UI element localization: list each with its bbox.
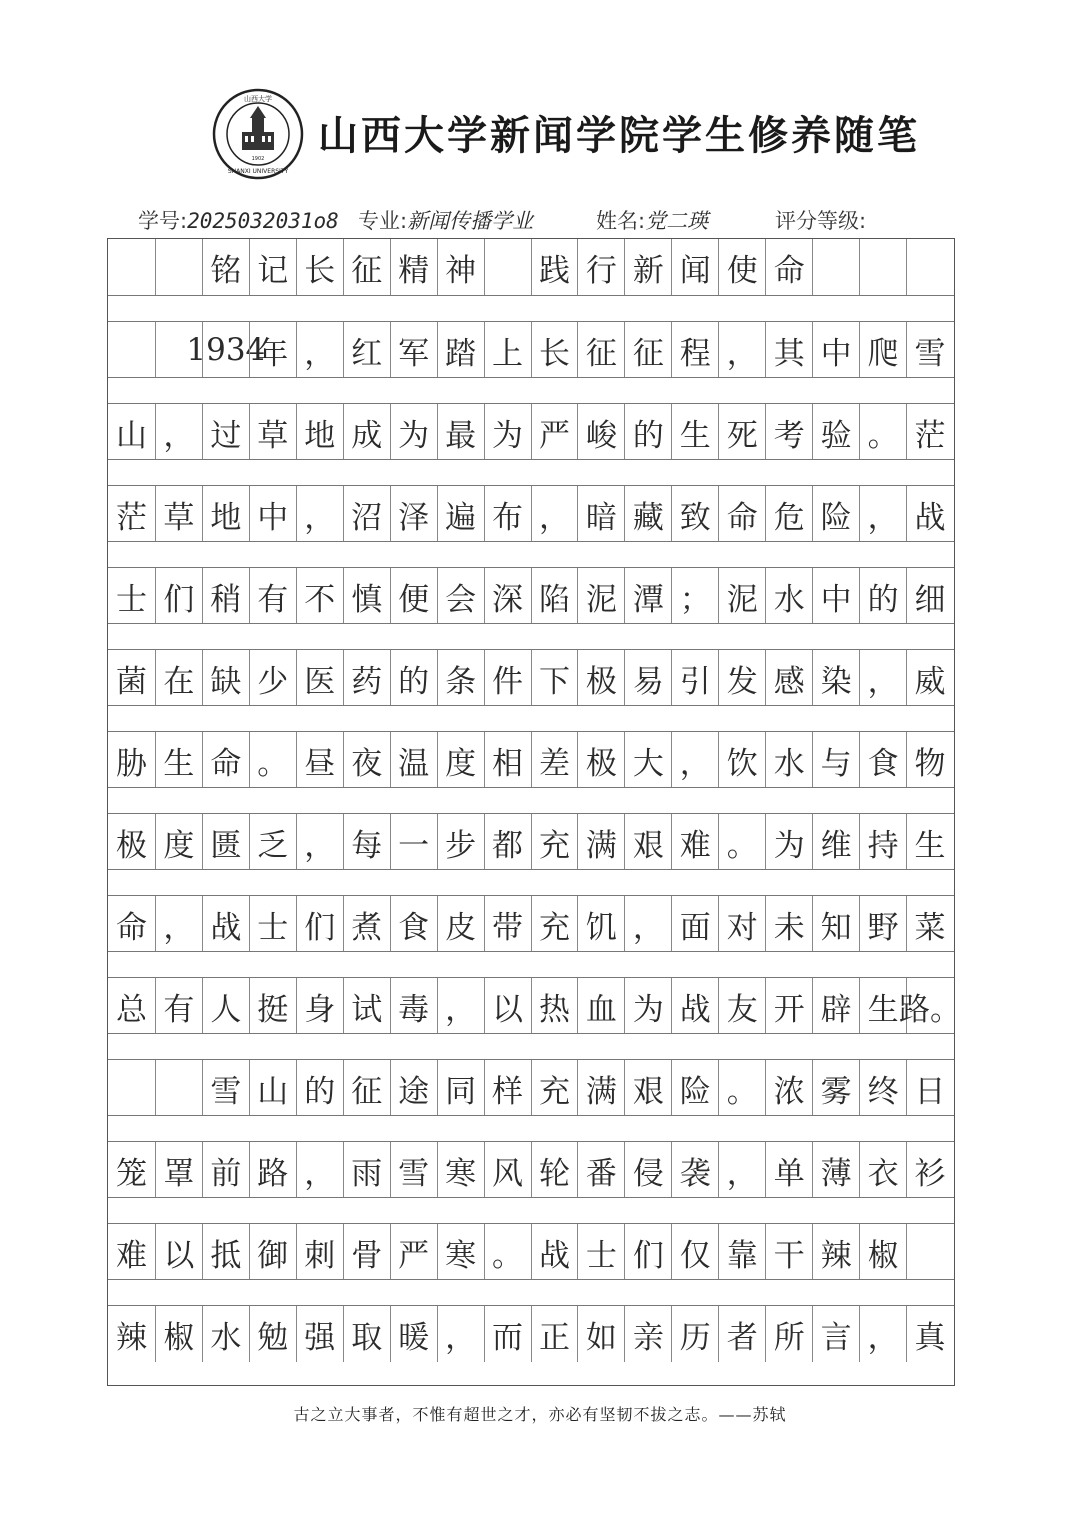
university-seal-logo	[212, 88, 304, 180]
grid-cell: 椒	[859, 1224, 906, 1280]
grid-cell: 踏	[437, 322, 484, 378]
grid-cell: 面	[671, 896, 718, 952]
grid-cell: 路	[249, 1142, 296, 1198]
grid-cell: 1934	[202, 322, 249, 378]
grid-cell: 峻	[577, 404, 624, 460]
grid-cell: 衣	[859, 1142, 906, 1198]
grid-cell: 暗	[577, 486, 624, 542]
grid-cell: 中	[812, 322, 859, 378]
grid-cell: 命	[202, 732, 249, 788]
grid-cell: 考	[765, 404, 812, 460]
grid-cell: 单	[765, 1142, 812, 1198]
grid-cell	[859, 239, 906, 295]
grid-cell: 雪	[202, 1060, 249, 1116]
grid-cell: 终	[859, 1060, 906, 1116]
grid-cell: 极	[577, 732, 624, 788]
row-spacer	[108, 1115, 954, 1142]
grid-cell: 前	[202, 1142, 249, 1198]
grid-cell: 开	[765, 978, 812, 1034]
grid-row	[108, 403, 954, 460]
grid-cell: 医	[296, 650, 343, 706]
row-spacer	[108, 951, 954, 978]
grid-cell: 为	[765, 814, 812, 870]
grid-cell: 验	[812, 404, 859, 460]
grid-cell: 毒	[390, 978, 437, 1034]
grid-cell: 年	[249, 322, 296, 378]
grid-cell: 番	[577, 1142, 624, 1198]
grid-cell: 山	[115, 417, 147, 454]
grid-cell: 御	[249, 1224, 296, 1280]
grid-cell: 条	[437, 650, 484, 706]
grid-cell: 热	[531, 978, 578, 1034]
grid-cell: 。	[718, 814, 765, 870]
grid-cell: ，	[296, 1142, 343, 1198]
grid-cell: 满	[577, 1060, 624, 1116]
grid-cell: 充	[531, 814, 578, 870]
grid-row	[108, 239, 954, 295]
grid-cell: 征	[343, 1060, 390, 1116]
seal-top-text: 山西大学	[244, 95, 272, 103]
grid-cell: 生	[671, 404, 718, 460]
grid-cell: 路。	[906, 978, 953, 1034]
grid-cell: 煮	[343, 896, 390, 952]
grid-cell: 命	[765, 239, 812, 295]
row-spacer	[108, 541, 954, 568]
grid-cell: ，	[296, 814, 343, 870]
grid-cell: 最	[437, 404, 484, 460]
grid-cell: 辣	[812, 1224, 859, 1280]
grid-cell: 菜	[906, 896, 953, 952]
grid-cell: 度	[155, 814, 202, 870]
grid-cell: 藏	[624, 486, 671, 542]
grid-cell: 勉	[249, 1306, 296, 1362]
grid-cell: 水	[765, 732, 812, 788]
grid-row	[108, 321, 954, 378]
grid-cell: 以	[155, 1224, 202, 1280]
grid-cell: 为	[484, 404, 531, 460]
grid-cell: 践	[531, 239, 578, 295]
grid-cell: 水	[765, 568, 812, 624]
grid-cell: 友	[718, 978, 765, 1034]
grid-cell: 件	[484, 650, 531, 706]
grid-cell: 险	[812, 486, 859, 542]
grid-cell	[108, 322, 155, 378]
grid-cell: 有	[155, 978, 202, 1034]
grid-cell: 胁	[115, 745, 147, 782]
grid-cell: 椒	[155, 1306, 202, 1362]
grid-cell: 侵	[624, 1142, 671, 1198]
grid-cell: 发	[718, 650, 765, 706]
grid-cell: ；	[671, 568, 718, 624]
row-spacer	[108, 1197, 954, 1224]
grid-cell: 差	[531, 732, 578, 788]
grid-cell	[906, 239, 953, 295]
grid-cell: 罩	[155, 1142, 202, 1198]
grid-cell: 。	[249, 732, 296, 788]
grid-cell: 强	[296, 1306, 343, 1362]
grid-cell: 寒	[437, 1142, 484, 1198]
grid-cell: 饥	[577, 896, 624, 952]
grid-cell: 都	[484, 814, 531, 870]
grid-cell: 中	[812, 568, 859, 624]
grid-cell: ，	[859, 1306, 906, 1362]
grid-cell: 如	[577, 1306, 624, 1362]
grid-cell: 带	[484, 896, 531, 952]
grid-cell: 试	[343, 978, 390, 1034]
grid-cell: 闻	[671, 239, 718, 295]
grid-cell: 使	[718, 239, 765, 295]
student-id-label: 学号:	[138, 209, 188, 233]
grid-cell: 铭	[202, 239, 249, 295]
student-id-value: 2025032031o8	[187, 209, 339, 233]
grid-cell: 。	[718, 1060, 765, 1116]
grid-cell: 生	[155, 732, 202, 788]
grid-cell: 下	[531, 650, 578, 706]
grid-cell: 的	[859, 568, 906, 624]
grid-row	[108, 649, 954, 706]
grid-cell: 士	[249, 896, 296, 952]
seal-bottom-text: SHANXI UNIVERSITY	[227, 168, 289, 175]
grid-cell: 泥	[577, 568, 624, 624]
grid-cell: 温	[390, 732, 437, 788]
grid-cell: 会	[437, 568, 484, 624]
grid-cell: 历	[671, 1306, 718, 1362]
grid-cell: 战	[202, 896, 249, 952]
grid-cell: 草	[249, 404, 296, 460]
grid-cell: 地	[296, 404, 343, 460]
grid-cell: 皮	[437, 896, 484, 952]
grid-cell: 细	[906, 568, 953, 624]
grid-cell: 长	[531, 322, 578, 378]
grid-cell: 对	[718, 896, 765, 952]
grid-cell: 日	[906, 1060, 953, 1116]
grid-cell: 途	[390, 1060, 437, 1116]
grid-cell: 满	[577, 814, 624, 870]
grid-cell: 战	[671, 978, 718, 1034]
grid-cell: 刺	[296, 1224, 343, 1280]
grid-row	[108, 1059, 954, 1116]
grid-cell: ，	[718, 322, 765, 378]
grid-cell: 袭	[671, 1142, 718, 1198]
grid-cell: 山	[249, 1060, 296, 1116]
grid-cell: 。	[859, 404, 906, 460]
grid-cell: 为	[624, 978, 671, 1034]
grid-row	[108, 1305, 954, 1362]
grid-cell: 每	[343, 814, 390, 870]
grid-cell: 骨	[343, 1224, 390, 1280]
grid-cell: 严	[531, 404, 578, 460]
grid-cell: 致	[671, 486, 718, 542]
grid-cell: ，	[296, 486, 343, 542]
grid-cell: 军	[390, 322, 437, 378]
grid-cell: 同	[437, 1060, 484, 1116]
page-title: 山西大学新闻学院学生修养随笔	[318, 112, 920, 159]
grid-cell: 浓	[765, 1060, 812, 1116]
grid-cell: 亲	[624, 1306, 671, 1362]
grid-cell: 度	[437, 732, 484, 788]
grid-cell: 的	[624, 404, 671, 460]
row-spacer	[108, 705, 954, 732]
grid-cell: 稍	[202, 568, 249, 624]
grid-cell: 威	[906, 650, 953, 706]
grid-cell: 有	[249, 568, 296, 624]
grid-cell: 者	[718, 1306, 765, 1362]
grid-cell	[155, 1060, 202, 1116]
grid-cell: 以	[484, 978, 531, 1034]
grid-cell: 草	[155, 486, 202, 542]
grid-cell: 难	[671, 814, 718, 870]
row-spacer	[108, 623, 954, 650]
grid-cell: 红	[343, 322, 390, 378]
grid-cell: 雪	[906, 322, 953, 378]
grid-cell: 靠	[718, 1224, 765, 1280]
grid-cell: 人	[202, 978, 249, 1034]
seal-year: 1902	[251, 156, 265, 162]
grid-row	[108, 977, 962, 1034]
grid-cell: 风	[484, 1142, 531, 1198]
grid-cell: 知	[812, 896, 859, 952]
grid-cell: 沼	[343, 486, 390, 542]
grid-cell: 食	[390, 896, 437, 952]
grid-cell: 遍	[437, 486, 484, 542]
grid-cell: 命	[115, 909, 147, 946]
grid-cell: 茫	[115, 499, 147, 536]
grid-cell: 持	[859, 814, 906, 870]
grid-cell: 物	[906, 732, 953, 788]
grid-cell: 少	[249, 650, 296, 706]
grid-cell: 们	[155, 568, 202, 624]
grid-cell: 征	[577, 322, 624, 378]
grid-cell: 严	[390, 1224, 437, 1280]
grid-cell: 程	[671, 322, 718, 378]
grid-cell: 笼	[115, 1155, 147, 1192]
grid-cell: 仅	[671, 1224, 718, 1280]
row-spacer	[108, 1033, 954, 1060]
grid-cell: ，	[718, 1142, 765, 1198]
grid-cell	[906, 1224, 953, 1280]
grid-cell: 夜	[343, 732, 390, 788]
grid-row	[108, 1141, 954, 1198]
grid-cell: 战	[531, 1224, 578, 1280]
name-value: 党二瑛	[645, 209, 709, 233]
grid-cell: 命	[718, 486, 765, 542]
grid-cell: 泽	[390, 486, 437, 542]
grid-cell: ，	[155, 896, 202, 952]
grid-cell: ，	[859, 650, 906, 706]
grid-cell: 食	[859, 732, 906, 788]
row-spacer	[108, 869, 954, 896]
grid-cell: ，	[859, 486, 906, 542]
grid-cell: 挺	[249, 978, 296, 1034]
grade-field	[775, 205, 866, 235]
grid-cell: 险	[671, 1060, 718, 1116]
grid-cell: 上	[484, 322, 531, 378]
grid-cell: ，	[155, 404, 202, 460]
grid-cell: 征	[624, 322, 671, 378]
grid-cell: 泥	[718, 568, 765, 624]
grid-cell: 。	[484, 1224, 531, 1280]
grid-cell: ，	[437, 978, 484, 1034]
grid-cell: 的	[390, 650, 437, 706]
grid-cell: 充	[531, 1060, 578, 1116]
grid-cell: 寒	[437, 1224, 484, 1280]
grid-cell: 其	[765, 322, 812, 378]
grid-cell: 雪	[390, 1142, 437, 1198]
grid-cell: 正	[531, 1306, 578, 1362]
grid-cell: 生	[906, 814, 953, 870]
grid-cell: 为	[390, 404, 437, 460]
grid-cell: 的	[296, 1060, 343, 1116]
grid-cell: 轮	[531, 1142, 578, 1198]
grid-cell: 布	[484, 486, 531, 542]
grid-cell: 薄	[812, 1142, 859, 1198]
grid-cell: ，	[671, 732, 718, 788]
grid-cell: 抵	[202, 1224, 249, 1280]
grid-cell: ，	[437, 1306, 484, 1362]
grid-cell: 士	[115, 581, 147, 618]
grid-cell: 行	[577, 239, 624, 295]
grid-cell: 干	[765, 1224, 812, 1280]
grid-cell: 过	[202, 404, 249, 460]
grid-cell: 深	[484, 568, 531, 624]
grid-cell: 未	[765, 896, 812, 952]
grid-cell: 们	[296, 896, 343, 952]
grid-cell: 乏	[249, 814, 296, 870]
row-spacer	[108, 377, 954, 404]
grid-cell	[812, 239, 859, 295]
grid-cell: 便	[390, 568, 437, 624]
grid-cell: 极	[115, 827, 147, 864]
name-field	[596, 205, 708, 235]
grid-cell	[108, 1060, 155, 1116]
grid-cell: 陷	[531, 568, 578, 624]
grid-cell: 言	[812, 1306, 859, 1362]
major-label: 专业:	[358, 209, 408, 233]
grid-cell: 雾	[812, 1060, 859, 1116]
grid-cell: 不	[296, 568, 343, 624]
grid-cell: 辟	[812, 978, 859, 1034]
grid-cell: 士	[577, 1224, 624, 1280]
grid-cell: 征	[343, 239, 390, 295]
grid-cell: 感	[765, 650, 812, 706]
grid-cell	[484, 239, 531, 295]
grid-cell: 昼	[296, 732, 343, 788]
grid-cell	[155, 239, 202, 295]
grid-cell: 记	[249, 239, 296, 295]
grid-cell: 中	[249, 486, 296, 542]
student-id-field	[138, 205, 339, 235]
major-field	[358, 205, 533, 235]
grid-cell: 艰	[624, 814, 671, 870]
grid-cell: 们	[624, 1224, 671, 1280]
grid-cell: 相	[484, 732, 531, 788]
grid-cell: 暖	[390, 1306, 437, 1362]
grid-cell: ，	[531, 486, 578, 542]
grid-cell: 菌	[115, 663, 147, 700]
grade-label: 评分等级:	[775, 209, 867, 233]
grid-cell: 成	[343, 404, 390, 460]
grid-cell: 匮	[202, 814, 249, 870]
grid-cell: 步	[437, 814, 484, 870]
grid-cell: 死	[718, 404, 765, 460]
grid-cell: 神	[437, 239, 484, 295]
row-spacer	[108, 459, 954, 486]
major-value: 新闻传播学业	[407, 209, 534, 233]
grid-cell: 极	[577, 650, 624, 706]
name-label: 姓名:	[596, 209, 646, 233]
grid-cell: ，	[624, 896, 671, 952]
grid-cell: 一	[390, 814, 437, 870]
grid-cell: ，	[296, 322, 343, 378]
grid-cell: 身	[296, 978, 343, 1034]
grid-cell: 爬	[859, 322, 906, 378]
grid-cell: 艰	[624, 1060, 671, 1116]
grid-cell: 染	[812, 650, 859, 706]
grid-cell: 水	[202, 1306, 249, 1362]
grid-row	[108, 485, 954, 542]
grid-cell	[108, 239, 155, 295]
row-spacer	[108, 787, 954, 814]
grid-cell: 衫	[906, 1142, 953, 1198]
grid-cell: 易	[624, 650, 671, 706]
grid-cell: 充	[531, 896, 578, 952]
grid-cell: 取	[343, 1306, 390, 1362]
grid-cell: 地	[202, 486, 249, 542]
grid-cell: 新	[624, 239, 671, 295]
grid-cell: 血	[577, 978, 624, 1034]
row-spacer	[108, 295, 954, 322]
grid-cell: 辣	[115, 1319, 147, 1356]
grid-cell: 与	[812, 732, 859, 788]
grid-cell: 难	[115, 1237, 147, 1274]
grid-cell: 饮	[718, 732, 765, 788]
grid-cell: 总	[115, 991, 147, 1028]
grid-cell: 慎	[343, 568, 390, 624]
grid-cell: 引	[671, 650, 718, 706]
grid-cell: 大	[624, 732, 671, 788]
grid-cell: 茫	[906, 404, 953, 460]
grid-row	[108, 1223, 954, 1280]
grid-cell: 缺	[202, 650, 249, 706]
writing-grid	[107, 238, 962, 1386]
grid-row	[108, 895, 954, 952]
grid-row	[108, 813, 954, 870]
grid-cell: 野	[859, 896, 906, 952]
grid-cell: 而	[484, 1306, 531, 1362]
row-spacer	[108, 1279, 954, 1306]
grid-row	[108, 731, 954, 788]
grid-cell: 在	[155, 650, 202, 706]
grid-cell: 战	[906, 486, 953, 542]
grid-cell: 精	[390, 239, 437, 295]
grid-cell: 药	[343, 650, 390, 706]
footer-quote: 古之立大事者，不惟有超世之才，亦必有坚韧不拔之志。——苏轼	[293, 1405, 787, 1424]
grid-row	[108, 567, 954, 624]
grid-cell: 生	[859, 978, 906, 1034]
grid-cell: 样	[484, 1060, 531, 1116]
grid-cell: 危	[765, 486, 812, 542]
grid-cell: 潭	[624, 568, 671, 624]
grid-cell: 真	[906, 1306, 953, 1362]
grid-cell: 所	[765, 1306, 812, 1362]
grid-cell: 长	[296, 239, 343, 295]
grid-cell: 雨	[343, 1142, 390, 1198]
grid-cell: 维	[812, 814, 859, 870]
